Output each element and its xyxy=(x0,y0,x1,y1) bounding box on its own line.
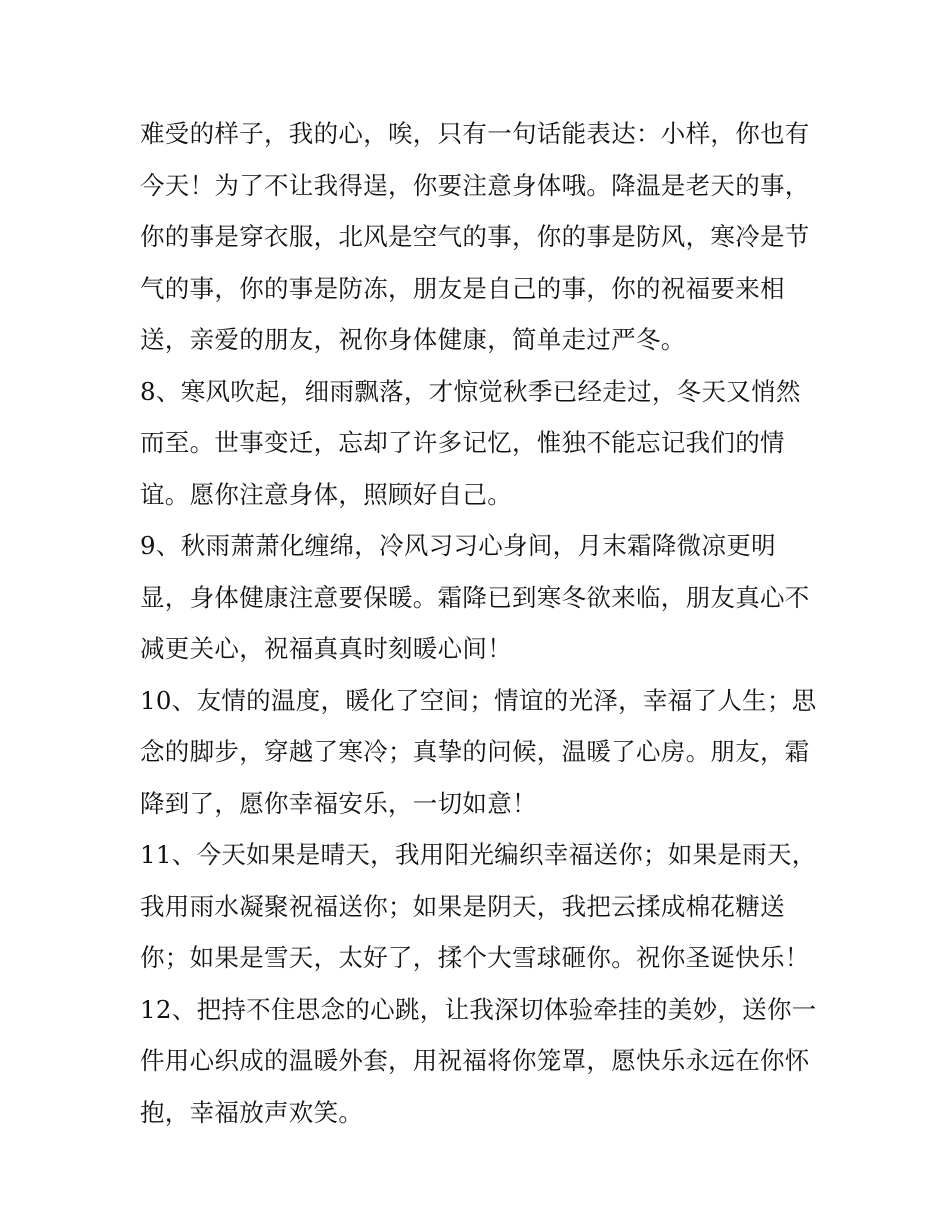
text-line: 你的事是穿衣服，北风是空气的事，你的事是防风，寒冷是节 xyxy=(140,222,810,251)
text-line: 降到了，愿你幸福安乐，一切如意！ xyxy=(140,788,537,818)
text-line: 谊。愿你注意身体，照顾好自己。 xyxy=(140,479,512,509)
text-line: 9、秋雨萧萧化缠绵，冷风习习心身间，月末霜降微凉更明 xyxy=(140,531,776,560)
text-line: 12、把持不住思念的心跳，让我深切体验牵挂的美妙，送你一 xyxy=(140,994,817,1024)
text-line: 难受的样子，我的心，唉，只有一句话能表达：小样，你也有 xyxy=(140,119,810,148)
text-line: 念的脚步，穿越了寒冷；真挚的问候，温暖了心房。朋友，霜 xyxy=(140,737,810,766)
text-line: 气的事，你的事是防冻，朋友是自己的事，你的祝福要来相 xyxy=(140,273,785,303)
text-line: 我用雨水凝聚祝福送你；如果是阴天，我把云揉成棉花糖送 xyxy=(140,891,785,921)
text-line: 送，亲爱的朋友，祝你身体健康，简单走过严冬。 xyxy=(140,325,686,354)
text-line: 显，身体健康注意要保暖。霜降已到寒冬欲来临，朋友真心不 xyxy=(140,582,810,612)
text-line: 而至。世事变迁，忘却了许多记忆，惟独不能忘记我们的情 xyxy=(140,428,785,457)
text-line: 11、今天如果是晴天，我用阳光编织幸福送你；如果是雨天， xyxy=(140,840,817,869)
text-line: 今天！为了不让我得逞，你要注意身体哦。降温是老天的事， xyxy=(140,170,810,200)
text-line: 8、寒风吹起，细雨飘落，才惊觉秋季已经走过，冬天又悄然 xyxy=(140,376,801,406)
text-line: 抱，幸福放声欢笑。 xyxy=(140,1097,364,1127)
text-line: 减更关心，祝福真真时刻暖心间！ xyxy=(140,634,512,663)
text-line: 件用心织成的温暖外套，用祝福将你笼罩，愿快乐永远在你怀 xyxy=(140,1046,810,1075)
text-line: 你；如果是雪天，太好了，揉个大雪球砸你。祝你圣诞快乐！ xyxy=(140,943,810,972)
body-text xyxy=(140,108,820,1138)
text-line: 10、友情的温度，暖化了空间；情谊的光泽，幸福了人生；思 xyxy=(140,685,817,715)
